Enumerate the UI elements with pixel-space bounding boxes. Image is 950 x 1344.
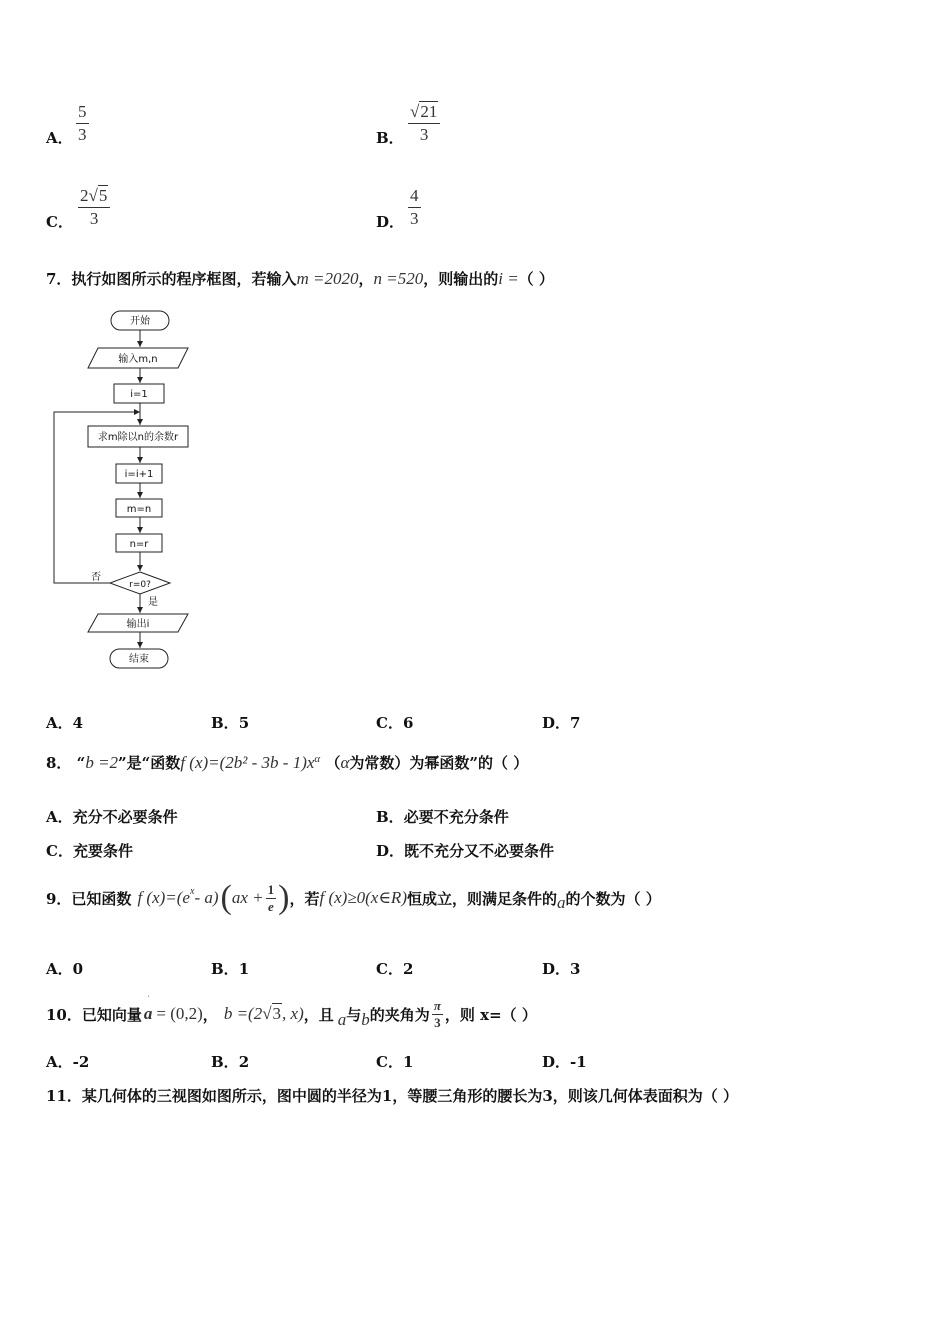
q10-b-value: 2 bbox=[238, 1053, 250, 1071]
q11-stem: 11．某几何体的三视图如图所示，图中圆的半径为1，等腰三角形的腰长为3，则该几何体表面积为（ ） bbox=[46, 1087, 738, 1105]
q6-option-b-label: B． bbox=[376, 129, 404, 147]
q6-d-numerator: 4 bbox=[408, 186, 421, 208]
q7-a-label: A． bbox=[46, 714, 73, 732]
q9-func-b: - a) bbox=[194, 888, 219, 907]
q7-b-value: 5 bbox=[238, 714, 250, 732]
q8-function: f (x)=(2b² - 3b - 1)x bbox=[180, 753, 315, 772]
q9-c-value: 2 bbox=[402, 960, 414, 978]
q10-option-c bbox=[376, 1051, 413, 1072]
q9-a-label: A． bbox=[46, 960, 73, 978]
q7-m-value: m =2020 bbox=[296, 269, 359, 288]
flow-assign-n-text: n=r bbox=[129, 539, 149, 550]
q6-option-d-label: D． bbox=[376, 213, 405, 231]
q9-option-b bbox=[211, 958, 249, 979]
q10-a-var: a bbox=[337, 1010, 347, 1029]
q6-c-radicand: 5 bbox=[98, 186, 108, 205]
q7-d-value: 7 bbox=[570, 714, 581, 732]
q7-c-label: C． bbox=[376, 714, 403, 732]
q6-c-denominator: 3 bbox=[89, 209, 99, 228]
q6-a-numerator: 5 bbox=[76, 102, 89, 124]
flow-yes-label: 是 bbox=[148, 597, 158, 608]
q10-three: 3 bbox=[434, 1015, 441, 1030]
q7-c-value: 6 bbox=[402, 714, 414, 732]
q8-option-b bbox=[376, 806, 509, 827]
q6-option-c-fraction bbox=[78, 186, 110, 230]
q8-condition: b =2 bbox=[85, 753, 119, 772]
q10-vec-a-letter: a bbox=[143, 1004, 153, 1023]
q9-frac-num: 1 bbox=[267, 882, 275, 897]
q9-mid: ，若 bbox=[289, 889, 320, 908]
q10-fraction bbox=[432, 998, 443, 1030]
q8-quote-open: “ bbox=[76, 754, 86, 772]
q10-d-value: -1 bbox=[570, 1053, 587, 1071]
q8-b-label: B． bbox=[376, 808, 404, 826]
flow-decision-text: r=0? bbox=[129, 580, 151, 590]
q10-d-label: D． bbox=[542, 1053, 571, 1071]
q10-vec-a-arrow: ˈ bbox=[146, 994, 150, 1004]
q10-prefix: 10．已知向量 bbox=[46, 1005, 142, 1024]
flow-start-text: 开始 bbox=[130, 316, 150, 327]
q9-d-value: 3 bbox=[570, 960, 581, 978]
q9-end: 的个数为（ ） bbox=[565, 889, 661, 908]
q10-c-value: 1 bbox=[402, 1053, 414, 1071]
q7-option-c bbox=[376, 712, 413, 733]
q8-paren-b: 为常数）为幂函数”的（ ） bbox=[349, 754, 529, 772]
q8-stem bbox=[46, 752, 528, 773]
q10-option-a bbox=[46, 1051, 89, 1072]
q8-mid: ”是“函数 bbox=[118, 754, 181, 772]
flow-remainder-text: 求m除以n的余数r bbox=[97, 432, 179, 443]
q6-c-numerator: 2√5 bbox=[78, 186, 110, 208]
q10-b-var: b bbox=[361, 1010, 370, 1029]
q8-num: 8． bbox=[46, 754, 72, 772]
q6-option-a-label: A． bbox=[46, 129, 73, 147]
q9-paren-right: ) bbox=[278, 879, 290, 916]
q9-a-value: 0 bbox=[72, 960, 84, 978]
flow-inc-text: i=i+1 bbox=[124, 469, 154, 480]
q9-suffix: 恒成立，则满足条件的 bbox=[406, 889, 557, 908]
q9-inequality: f (x)≥0(x∈R) bbox=[319, 888, 407, 907]
flow-output-text: 输出i bbox=[126, 619, 150, 630]
q9-b-label: B． bbox=[211, 960, 239, 978]
q7-option-a bbox=[46, 712, 83, 733]
q8-paren-a: （ bbox=[325, 754, 341, 772]
q7-comma: ， bbox=[358, 270, 374, 288]
q9-b-value: 1 bbox=[238, 960, 250, 978]
q8-c-label: C． bbox=[46, 842, 73, 860]
q8-d-value: 既不充分又不必要条件 bbox=[404, 842, 555, 860]
q10-vec-b: b =(2 bbox=[223, 1004, 263, 1023]
q7-stem bbox=[46, 268, 554, 289]
q10-vec-a bbox=[143, 994, 153, 1024]
q8-a-label: A． bbox=[46, 808, 73, 826]
q6-b-denominator: 3 bbox=[419, 125, 429, 144]
q7-prefix: 7．执行如图所示的程序框图，若输入 bbox=[46, 270, 297, 288]
q10-option-d bbox=[542, 1051, 587, 1072]
q9-paren-left: ( bbox=[220, 879, 232, 916]
q10-pi: π bbox=[433, 998, 441, 1013]
q10-c-label: C． bbox=[376, 1053, 403, 1071]
q9-stem bbox=[46, 874, 661, 922]
q10-a-value: -2 bbox=[72, 1053, 90, 1071]
q10-option-b bbox=[211, 1051, 249, 1072]
q9-func-a: f (x)=(e bbox=[137, 888, 190, 907]
q6-option-c-label: C． bbox=[46, 213, 73, 231]
q8-option-d bbox=[376, 840, 554, 861]
q7-b-label: B． bbox=[211, 714, 239, 732]
q8-alpha-exp: α bbox=[314, 753, 321, 765]
q8-d-label: D． bbox=[376, 842, 405, 860]
q7-a-value: 4 bbox=[72, 714, 84, 732]
q7-n-value: n =520 bbox=[373, 269, 424, 288]
q10-radicand: 3 bbox=[272, 1004, 282, 1023]
flow-assign-m-text: m=n bbox=[126, 504, 152, 515]
q9-a-var: a bbox=[557, 893, 566, 912]
q6-option-d-fraction bbox=[408, 186, 421, 230]
q9-d-label: D． bbox=[542, 960, 571, 978]
q6-c-coef: 2 bbox=[80, 186, 89, 205]
q8-b-value: 必要不充分条件 bbox=[403, 808, 509, 826]
q10-b-label: B． bbox=[211, 1053, 239, 1071]
q10-stem bbox=[46, 992, 537, 1036]
q9-prefix: 9．已知函数 bbox=[46, 889, 132, 908]
q8-c-value: 充要条件 bbox=[72, 842, 133, 860]
q8-a-value: 充分不必要条件 bbox=[72, 808, 178, 826]
q9-c-label: C． bbox=[376, 960, 403, 978]
q10-sqrt: √3 bbox=[262, 1004, 282, 1023]
q9-option-a bbox=[46, 958, 83, 979]
q9-sup-x: x bbox=[189, 886, 195, 897]
flow-no-label: 否 bbox=[91, 572, 101, 583]
q10-with: 与 bbox=[346, 1005, 362, 1024]
q8-option-c bbox=[46, 840, 133, 861]
flow-init-text: i=1 bbox=[130, 389, 148, 400]
q10-vec-b-end: , x) bbox=[282, 1004, 304, 1023]
q8-option-a bbox=[46, 806, 178, 827]
flow-input-text: 输入m,n bbox=[118, 354, 158, 365]
q7-i-expr: i = bbox=[498, 269, 519, 288]
q7-paren: （ ） bbox=[518, 270, 554, 288]
q6-b-radicand: 21 bbox=[420, 102, 438, 121]
q7-flowchart bbox=[40, 300, 210, 675]
q9-option-d bbox=[542, 958, 580, 979]
q6-option-b-fraction bbox=[408, 102, 440, 146]
q9-option-c bbox=[376, 958, 413, 979]
q9-fraction bbox=[266, 882, 277, 914]
q10-suffix: ，则 x=（ ） bbox=[444, 1005, 537, 1024]
q10-eq-a: = (0,2) bbox=[156, 1004, 203, 1023]
q6-b-numerator: √21 bbox=[408, 102, 440, 124]
q7-option-d bbox=[542, 712, 580, 733]
q6-a-denominator: 3 bbox=[78, 125, 87, 144]
q9-frac-den: e bbox=[267, 899, 274, 914]
flow-end-text: 结束 bbox=[129, 654, 149, 665]
q10-mid: ，且 bbox=[303, 1005, 334, 1024]
q10-a-label: A． bbox=[46, 1053, 73, 1071]
q6-d-denominator: 3 bbox=[410, 209, 419, 228]
q7-option-b bbox=[211, 712, 249, 733]
q7-suffix: ，则输出的 bbox=[423, 270, 499, 288]
q10-angle: 的夹角为 bbox=[369, 1005, 430, 1024]
q7-d-label: D． bbox=[542, 714, 571, 732]
q6-option-a-fraction bbox=[76, 102, 89, 146]
q8-alpha: α bbox=[340, 753, 350, 772]
q9-func-c: ax + bbox=[231, 888, 264, 907]
q10-comma: ， bbox=[202, 1005, 218, 1024]
